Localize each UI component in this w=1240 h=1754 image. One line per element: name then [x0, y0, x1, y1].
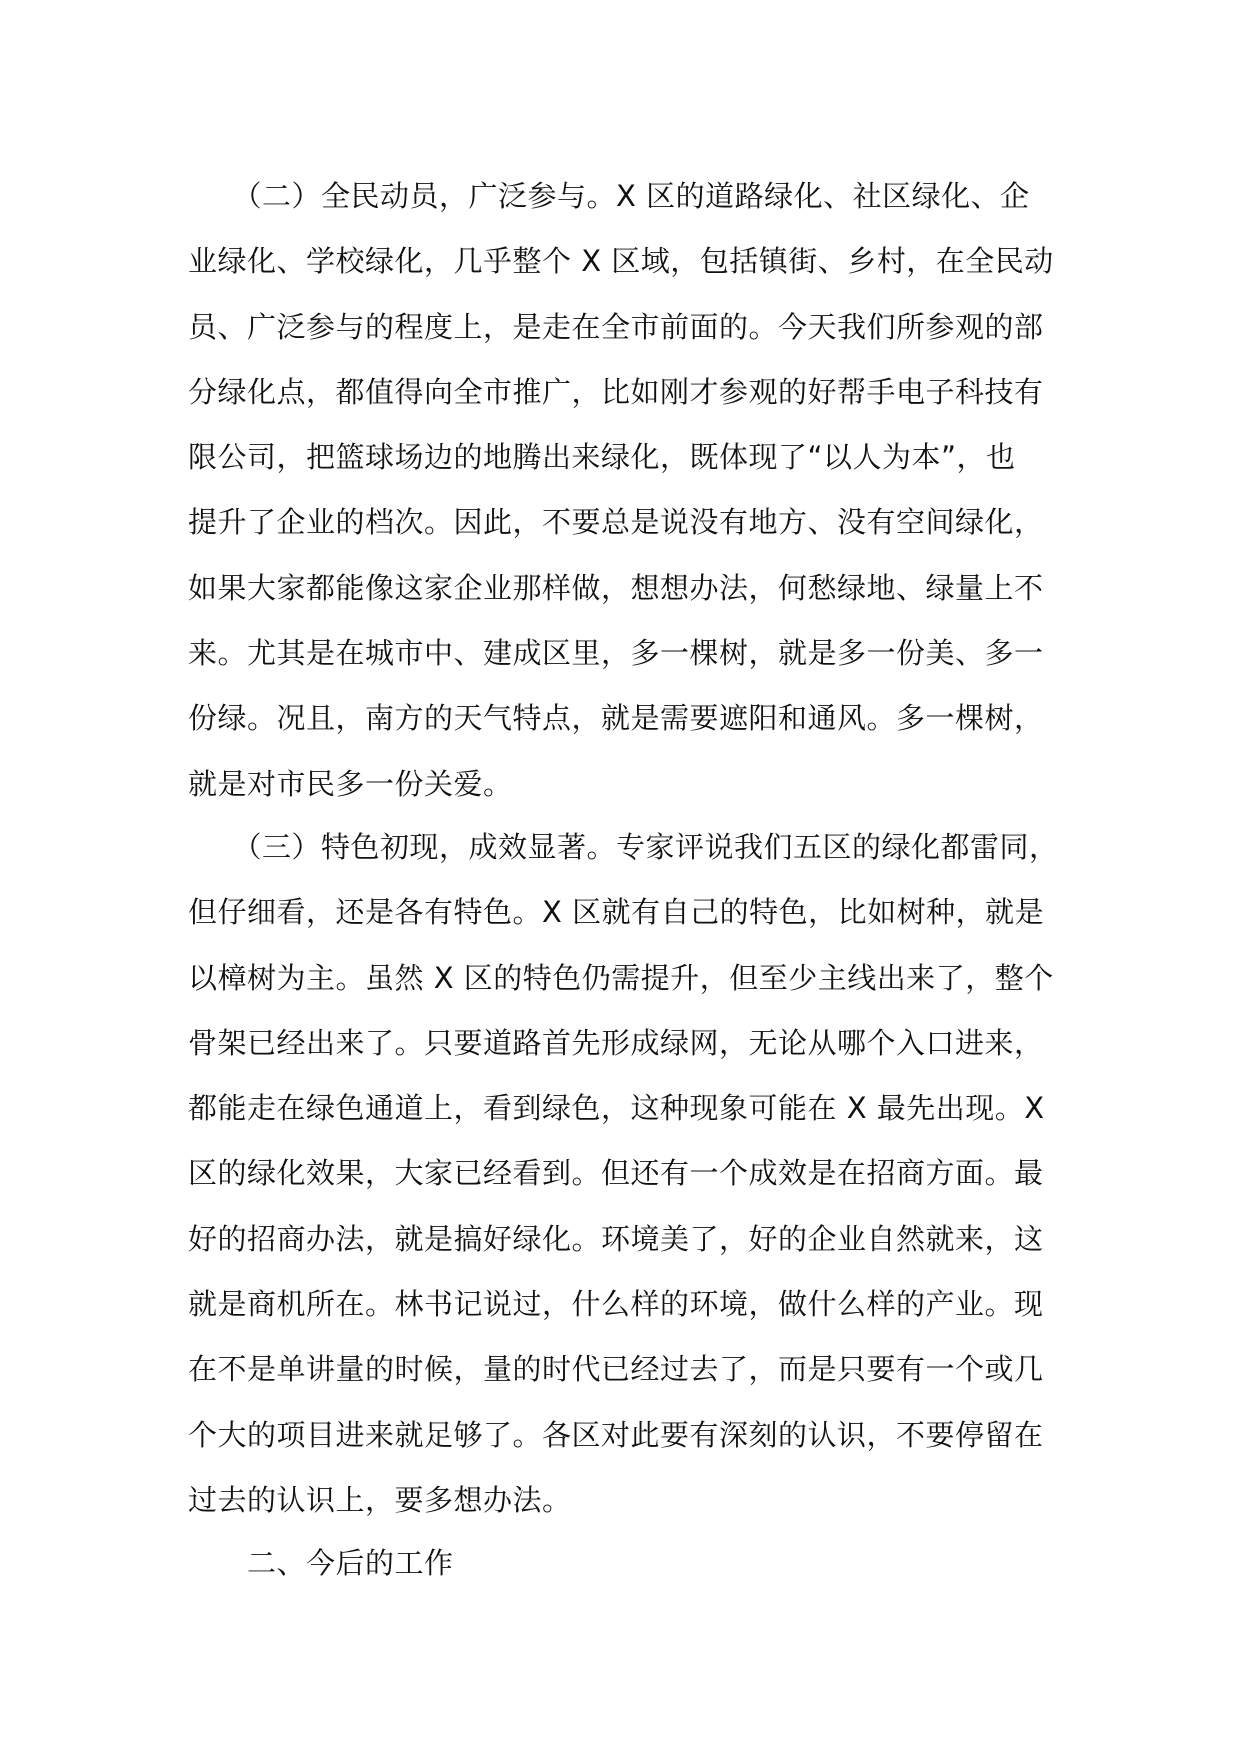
- section-heading-future-work: [188, 1531, 1068, 1596]
- paragraph-line: 提升了企业的档次。因此，不要总是说没有地方、没有空间绿化，: [188, 505, 1044, 540]
- paragraph-line: 个大的项目进来就足够了。各区对此要有深刻的认识，不要停留在: [188, 1417, 1044, 1452]
- paragraph-line: 在不是单讲量的时候，量的时代已经过去了，而是只要有一个或几: [188, 1352, 1044, 1387]
- paragraph-line: 骨架已经出来了。只要道路首先形成绿网，无论从哪个入口进来，: [188, 1025, 1044, 1060]
- paragraph-line: 区的绿化效果，大家已经看到。但还有一个成效是在招商方面。最: [188, 1156, 1044, 1191]
- paragraph-line: 份绿。况且，南方的天气特点，就是需要遮阳和通风。多一棵树，: [188, 701, 1044, 736]
- paragraph-line: 来。尤其是在城市中、建成区里，多一棵树，就是多一份美、多一: [188, 636, 1044, 671]
- paragraph-line: 业绿化、学校绿化，几乎整个 X 区域，包括镇街、乡村，在全民动: [188, 244, 1054, 279]
- paragraph-line: 但仔细看，还是各有特色。X 区就有自己的特色，比如树种，就是: [188, 895, 1045, 930]
- paragraph-mass-participation: [188, 164, 1068, 817]
- paragraph-line: 分绿化点，都值得向全市推广，比如刚才参观的好帮手电子科技有: [188, 374, 1044, 409]
- paragraph-line: 都能走在绿色通道上，看到绿色，这种现象可能在 X 最先出现。X: [188, 1091, 1045, 1126]
- paragraph-line: （三）特色初现，成效显著。专家评说我们五区的绿化都雷同，: [188, 830, 1059, 864]
- paragraph-line: 以樟树为主。虽然 X 区的特色仍需提升，但至少主线出来了，整个: [188, 960, 1054, 995]
- paragraph-line: 好的招商办法，就是搞好绿化。环境美了，好的企业自然就来，这: [188, 1221, 1044, 1256]
- paragraph-line: （二）全民动员，广泛参与。X 区的道路绿化、社区绿化、企: [188, 179, 1030, 213]
- section-heading: 二、今后的工作: [188, 1546, 454, 1580]
- paragraph-line: 过去的认识上，要多想办法。: [188, 1482, 572, 1517]
- paragraph-line: 就是对市民多一份关爱。: [188, 766, 513, 801]
- paragraph-features-results: [188, 815, 1068, 1533]
- paragraph-line: 如果大家都能像这家企业那样做，想想办法，何愁绿地、绿量上不: [188, 570, 1044, 605]
- paragraph-line: 就是商机所在。林书记说过，什么样的环境，做什么样的产业。现: [188, 1287, 1044, 1322]
- paragraph-line: 员、广泛参与的程度上，是走在全市前面的。今天我们所参观的部: [188, 309, 1044, 344]
- paragraph-line: 限公司，把篮球场边的地腾出来绿化，既体现了“以人为本”，也: [188, 440, 1016, 475]
